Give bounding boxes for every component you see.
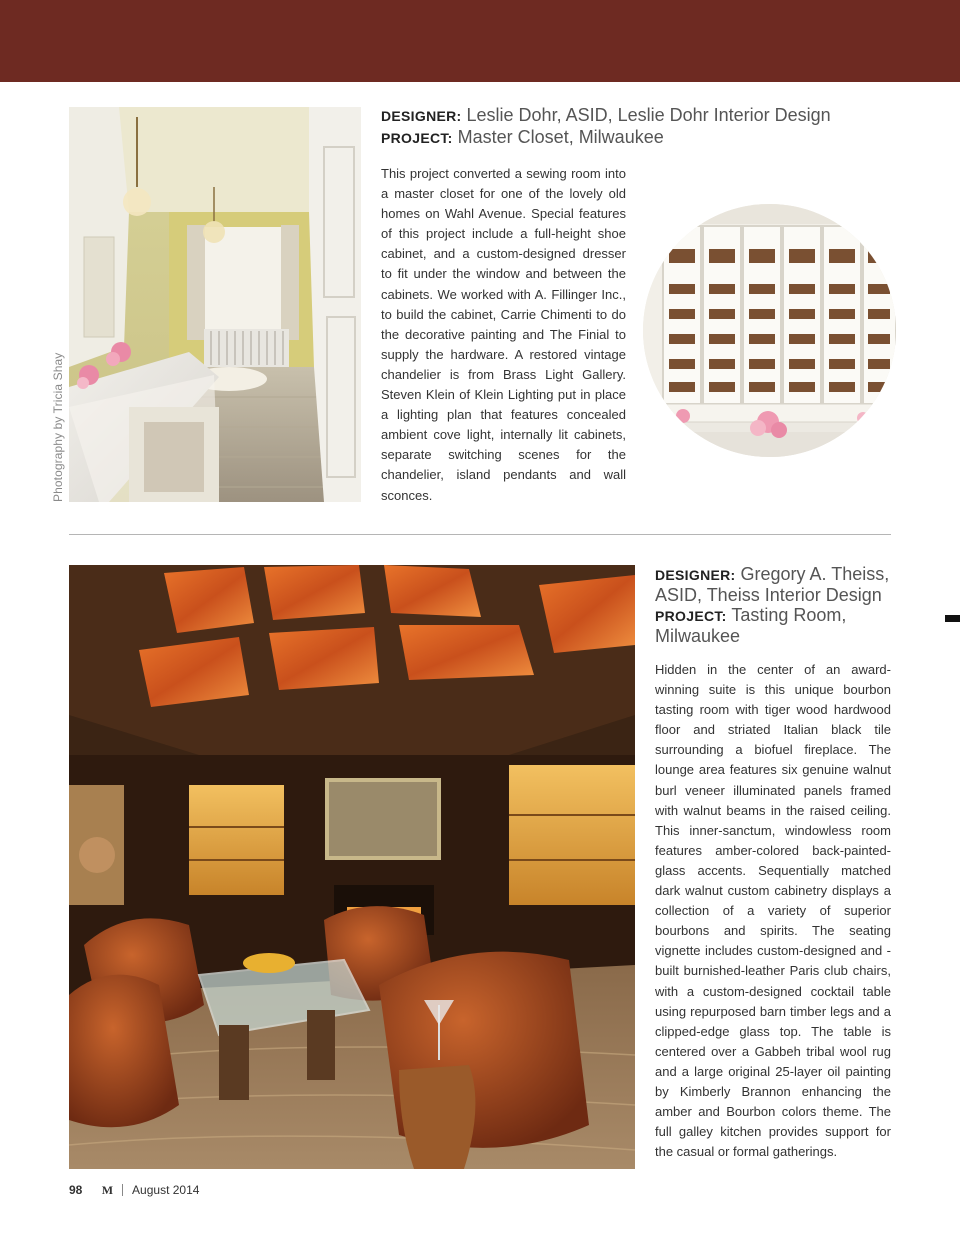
designer-line (381, 105, 851, 127)
page-number: 98 (69, 1183, 83, 1197)
section1-body-text: This project converted a sewing room into a master closet for one of the lovely old homes on Wahl Avenue. Special features of this project include a full-height shoe cabinet, and a custom-designed dresser to fit under the window and between the cabinets. We worked with A. Fillinger Inc., to build the cabinet, Carrie Chimenti to do the decorative painting and The Finial to supply the hardware. A restored vintage chandelier is from Brass Light Gallery. Steven Klein of Klein Lighting put in place a lighting plan that features concealed ambient cove light, internally lit cabinets, separate switching scenes for the chandelier, island pendants and wall sconces. (381, 166, 626, 503)
designer-name-2: Gregory A. Theiss, ASID, Theiss Interior Design (655, 564, 890, 605)
shoe-cabinet-photo (643, 204, 896, 457)
project-line-2 (655, 605, 895, 646)
section2-heading (655, 564, 895, 646)
designer-name: Leslie Dohr, ASID, Leslie Dohr Interior Design (466, 105, 831, 125)
top-color-bar (0, 0, 960, 82)
designer-line-2 (655, 564, 895, 605)
designer-label: DESIGNER: (381, 108, 462, 124)
project-name-2: Tasting Room, Milwaukee (655, 605, 847, 646)
tasting-room-photo (69, 565, 635, 1169)
section-divider (69, 534, 891, 535)
issue-date: August 2014 (132, 1183, 200, 1197)
photo-credit: Photography by Tricia Shay (51, 352, 65, 502)
section1-heading (381, 105, 851, 149)
project-name: Master Closet, Milwaukee (457, 127, 664, 147)
project-label: PROJECT: (381, 130, 453, 146)
magazine-logo: M (101, 1183, 114, 1197)
page-edge-mark (945, 615, 960, 622)
page-footer (69, 1183, 199, 1198)
master-closet-photo (69, 107, 361, 502)
designer-label-2: DESIGNER: (655, 567, 736, 583)
project-label-2: PROJECT: (655, 608, 727, 624)
project-line (381, 127, 851, 149)
footer-separator (122, 1184, 123, 1196)
section2-body-text: Hidden in the center of an award-winning suite is this unique bourbon tasting room with tiger wood hardwood floor and striated Italian black tile surrounding a biofuel fireplace. The lounge area features six genuine walnut burl veneer illuminated panels framed with walnut beams in the raised ceiling. This inner-sanctum, windowless room features amber-colored back-painted-glass accents. Sequentially matched dark walnut custom cabinetry displays a collection of a variety of superior bourbons and spirits. The seating vignette includes custom-designed and -built burnished-leather Paris club chairs, with a custom-designed cocktail table using repurposed barn timber legs and a clipped-edge glass top. The table is centered over a Gabbeh tribal wool rug and a large original 25-layer oil painting by Kimberly Brannon enhancing the amber and Bourbon colors theme. The full galley kitchen provides support for the casual or formal gatherings. (655, 662, 891, 1160)
